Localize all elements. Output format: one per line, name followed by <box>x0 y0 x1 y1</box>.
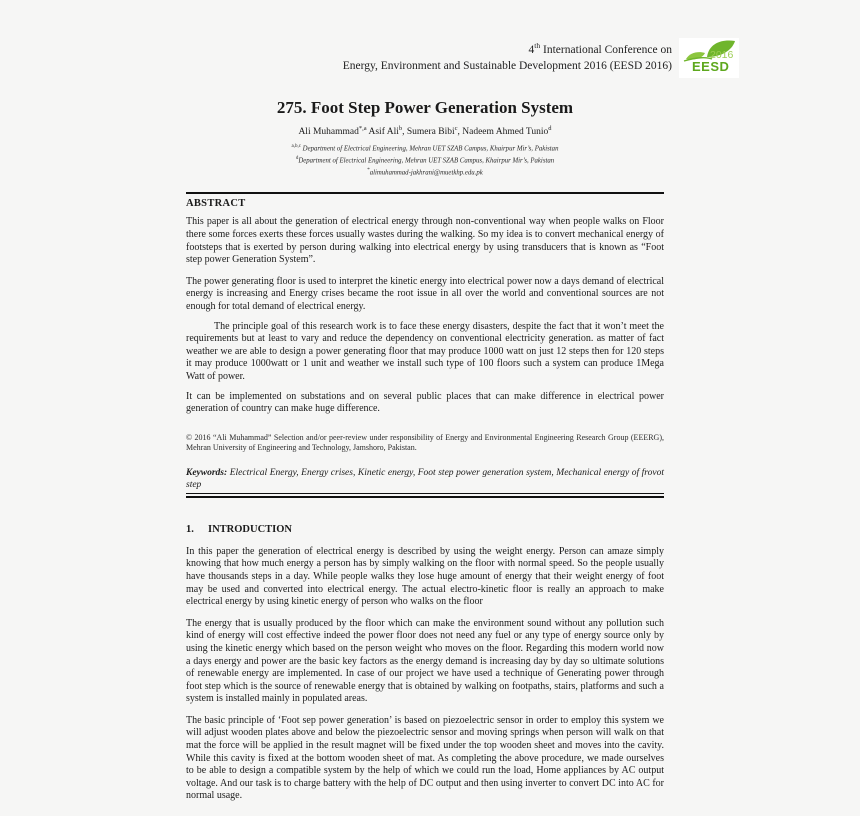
affiliations <box>186 142 664 177</box>
eesd-2016-logo <box>679 38 739 78</box>
ordinal-superscript: th <box>534 41 541 50</box>
leaf-icon <box>679 38 739 78</box>
section-number: 1. <box>186 523 194 535</box>
abstract-paragraph: The principle goal of this research work is to face these energy disasters, despite the fact that it won’t meet the requirements but at least to vary and reduce the dependency on conventional electricity generation. as matter of fact weather we are able to design a power generating floor that may produce 1000 watt on just 12 steps then for 120 steps it may produce 1000watt or 1 unit and weather we install such type of 100 floors such a system can produce 1Mega Watt of power. <box>186 320 664 382</box>
contact-email-line: *alimuhammad-jakhrani@muetkhp.edu.pk <box>367 167 483 176</box>
abstract-paragraph: It can be implemented on substations and on several public places that can make difference in electrical power generation of country can make huge difference. <box>186 390 664 415</box>
conference-line-2: Energy, Environment and Sustainable Development 2016 (EESD 2016) <box>342 59 672 72</box>
conference-line-1: 4th International Conference on <box>528 41 672 56</box>
abstract-paragraph: The power generating floor is used to interpret the kinetic energy into electrical power now a days demand of electrical energy is increasing and Energy crises became the root issue in all over the world and conventional sources are not enough for total demand of electrical energy. <box>186 275 664 313</box>
abstract-heading: ABSTRACT <box>186 198 246 210</box>
author: Asif Ali$^b$, <box>368 125 407 138</box>
logo-year: 2016 <box>710 49 734 61</box>
paper-title: 275. Foot Step Power Generation System <box>276 98 574 117</box>
affiliation-line: $^{a,b,c}$ Department of Electrical Engineering, Mehran UET SZAB Campus, Khairpur Mir’s, Pakistan <box>291 144 559 153</box>
paper-content <box>186 0 664 803</box>
author: Ali Muhammad$^{*,a}$ <box>298 125 367 138</box>
abstract-paragraph: This paper is all about the generation of electrical energy through non-conventional way when people walks on Floor there some forces exerts these forces usually wastes during the walking. So my idea is to convert mechanical energy of footsteps that is exerted by person during walking into electrical energy by using transducers that is known as “Foot step power Generation System”. <box>186 216 664 266</box>
keywords-line <box>186 467 664 491</box>
introduction-body <box>186 546 664 803</box>
keywords-text: Electrical Energy, Energy crises, Kinetic energy, Foot step power generation system, Mechanical energy of frovot step <box>186 467 664 490</box>
keywords-bottom-rule <box>186 493 664 498</box>
keywords-label: Keywords: <box>186 467 228 478</box>
logo-acronym: EESD <box>692 59 730 74</box>
copyright-statement: © 2016 “Ali Muhammad” Selection and/or peer-review under responsibility of Energy and Environmental Engineering Research Group (EEERG), Mehran University of Engineering and Technology, Jamshoro, Pakistan. <box>186 432 664 452</box>
abstract-top-rule <box>186 192 664 194</box>
affiliation-line: $^d$Department of Electrical Engineering, Mehran UET SZAB Campus, Khairpur Mir’s, Pakistan <box>295 155 555 165</box>
author-line <box>186 123 664 138</box>
author: Nadeem Ahmed Tunio$^d$ <box>462 125 552 138</box>
body-paragraph: In this paper the generation of electrical energy is described by using the weight energy. Person can amaze simply knowing that how much energy a person has by simply walking on the floor with normal speed. So the people usually have thousands steps in a day. While people walks they lose huge amount of energy that their weight energy of foot may be used and converted into electrical energy. The actual electro-kinetic floor is really an approach to make electrical energy by using kinetic energy of person who walks on the floor <box>186 545 664 608</box>
author: Sumera Bibi$^c$, <box>406 125 463 138</box>
body-paragraph: The energy that is usually produced by the floor which can make the environment sound without any pollution such kind of energy will cost effective indeed the power floor does not need any fuel or any type of energy source only by using the kinetic energy which based on the person weight who moves on the floor. Regarding this modern world now a days energy and power are the basic key factors as the energy demand is increasing day by day so ultimate solutions of renewable energy are implemented. In case of our project we have used a technique of Generating power through foot step which is the source of renewable energy that is obtained by walking on footpaths, stairs, platforms and such a system is installed mainly in populated areas. <box>186 617 664 705</box>
section-title: INTRODUCTION <box>208 523 293 535</box>
body-paragraph: The basic principle of ‘Foot sep power generation’ is based on piezoelectric sensor in order to employ this system we will adjust wooden plates above and below the piezoelectric sensor and moving springs when person will walk on that mat the force will be applied in the result magnet will be fixed under the top wooden sheet and moves into the cavity. While this cavity is fixed at the bottom wooden sheet of mat. As completing the above procedure, we made ourselves to be able to design a compatible system by the help of which we could run the load, Home appliances by AC output voltage. And our task is to charge battery with the help of DC output and then using inverter to convert DC into AC for normal usage. <box>186 714 664 802</box>
section-heading-introduction <box>186 524 664 535</box>
